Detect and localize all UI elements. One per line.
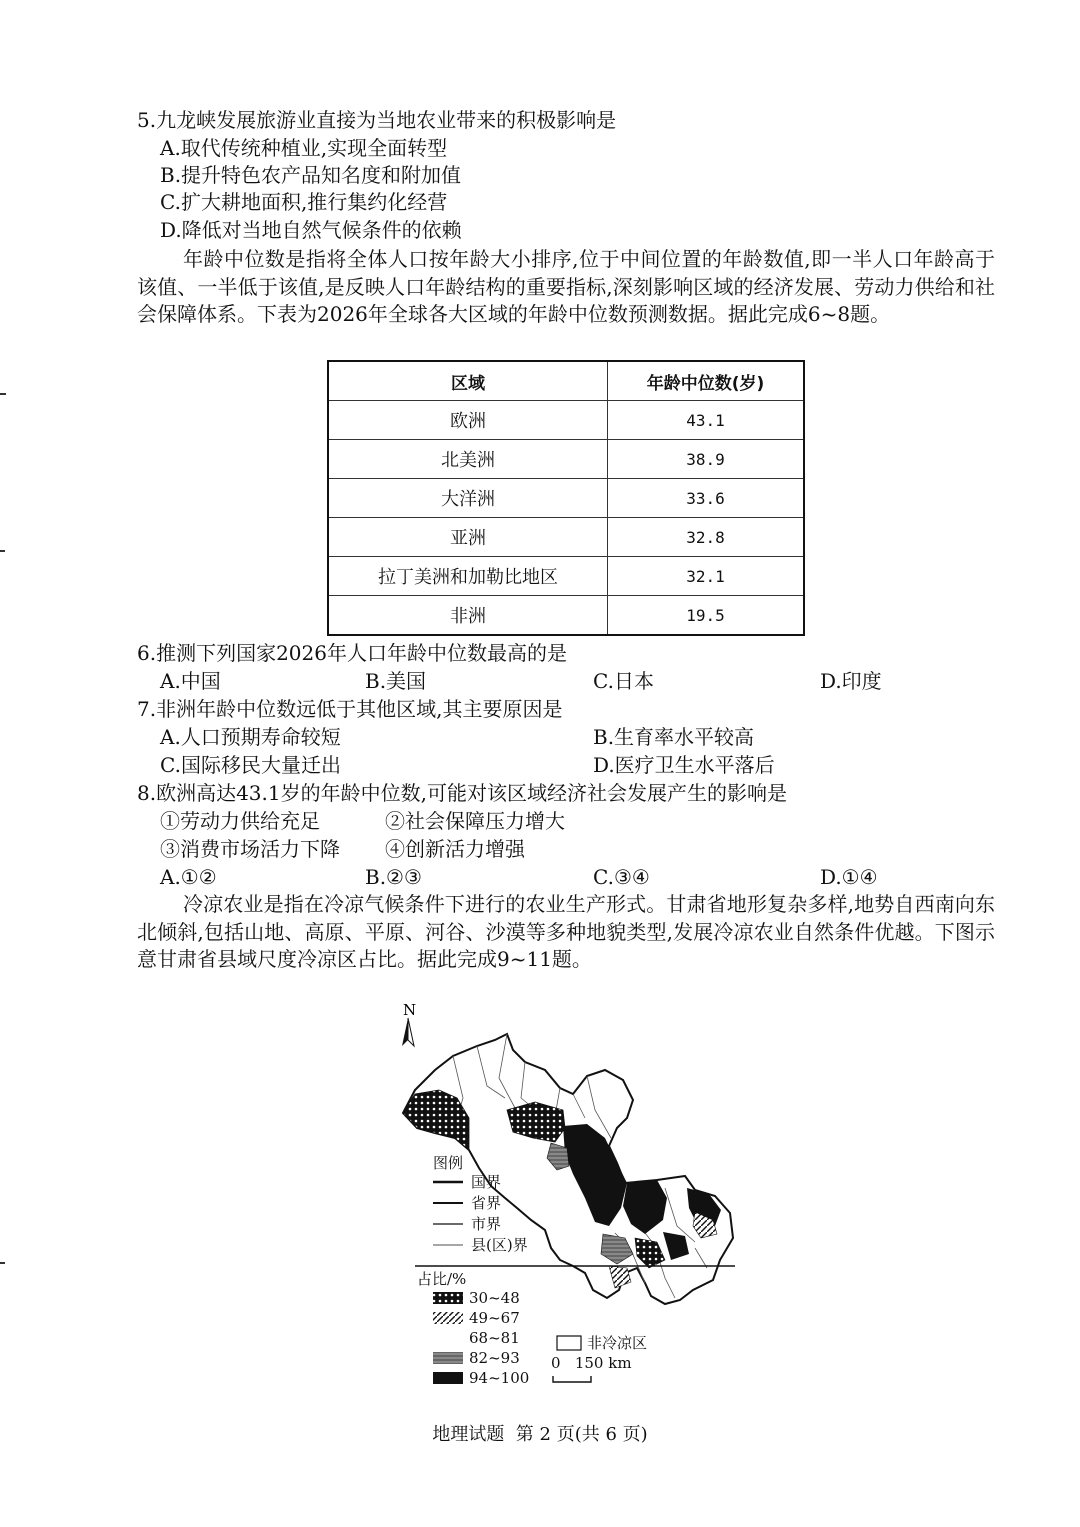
legend-county-boundary: 县(区)界 [471,1236,528,1254]
scale-bar [553,1376,591,1382]
intro-6-8: 年龄中位数是指将全体人口按年龄大小排序,位于中间位置的年龄数值,即一半人口年龄高于该值、一半低于该值,是反映人口年龄结构的重要指标,深刻影响区域的经济发展、劳动力供给和社会保障体系。下表为2026年全球各大区域的年龄中位数预测数据。据此完成6~8题。 [137,247,995,326]
legend-ratio-30-48: 30~48 [469,1289,520,1307]
q6-option-c[interactable]: C.日本 [593,669,654,693]
table-header-region: 区域 [328,361,608,401]
q8-item-2: ②社会保障压力增大 [385,809,565,833]
intro-9-11: 冷凉农业是指在冷凉气候条件下进行的农业生产形式。甘肃省地形复杂多样,地势自西南向东北倾斜,包括山地、高原、平原、河谷、沙漠等多种地貌类型,发展冷凉农业自然条件优越。下图示意甘肃省县域尺度冷凉区占比。据此完成9~11题。 [137,892,995,971]
table-cell-value: 43.1 [608,401,805,440]
legend-swatch-68-81 [433,1332,463,1344]
q6-option-d[interactable]: D.印度 [820,669,882,693]
q8-option-b[interactable]: B.②③ [365,865,422,889]
legend-city-boundary: 市界 [471,1215,502,1233]
legend-swatch-82-93 [433,1352,463,1364]
north-label: N [403,1001,417,1019]
north-arrow-icon [402,1018,414,1046]
legend-title: 图例 [433,1154,464,1172]
table-cell-value: 19.5 [608,596,805,636]
q8-item-3: ③消费市场活力下降 [160,837,340,861]
table-row [328,479,804,518]
table-cell-value: 32.8 [608,518,805,557]
page-footer: 地理试题 第 2 页(共 6 页) [432,1424,648,1445]
table-cell-value: 33.6 [608,479,805,518]
table-row [328,440,804,479]
q7-stem: 7.非洲年龄中位数远低于其他区域,其主要原因是 [137,697,563,721]
legend-ratio-title: 占比/% [417,1270,467,1288]
table-row [328,557,804,596]
legend-swatch-94-100 [433,1372,463,1384]
q8-option-a[interactable]: A.①② [160,865,217,889]
legend-ratio-82-93: 82~93 [469,1349,520,1367]
table-cell-region: 非洲 [328,596,608,636]
legend-swatch-non-cold [557,1336,581,1350]
scale-label: 0 150 km [551,1354,632,1372]
age-median-table [327,360,805,636]
q7-option-c[interactable]: C.国际移民大量迁出 [160,753,341,777]
margin-mark [0,393,6,395]
gansu-cold-area-map [395,998,775,1393]
margin-mark [0,550,5,552]
table-cell-region: 拉丁美洲和加勒比地区 [328,557,608,596]
q5-stem: 5.九龙峡发展旅游业直接为当地农业带来的积极影响是 [137,108,617,132]
q6-option-a[interactable]: A.中国 [160,669,221,693]
table-header-row [328,361,804,401]
table-cell-region: 北美洲 [328,440,608,479]
legend-ratio-94-100: 94~100 [469,1369,530,1387]
q8-option-c[interactable]: C.③④ [593,865,650,889]
q5-option-d[interactable]: D.降低对当地自然气候条件的依赖 [160,218,462,242]
legend-national-boundary: 国界 [471,1173,502,1191]
table-header-median: 年龄中位数(岁) [608,361,805,401]
q5-option-b[interactable]: B.提升特色农产品知名度和附加值 [160,163,462,187]
q5-option-c[interactable]: C.扩大耕地面积,推行集约化经营 [160,190,448,214]
table-cell-value: 38.9 [608,440,805,479]
q8-option-d[interactable]: D.①④ [820,865,878,889]
legend-province-boundary: 省界 [471,1194,502,1212]
legend-non-cold: 非冷凉区 [587,1334,648,1352]
legend-ratio-68-81: 68~81 [469,1329,520,1347]
q5-option-a[interactable]: A.取代传统种植业,实现全面转型 [160,136,448,160]
legend-swatch-49-67 [433,1312,463,1324]
table-row [328,596,804,636]
q6-stem: 6.推测下列国家2026年人口年龄中位数最高的是 [137,641,567,665]
q7-option-d[interactable]: D.医疗卫生水平落后 [593,753,775,777]
q7-option-b[interactable]: B.生育率水平较高 [593,725,755,749]
q7-option-a[interactable]: A.人口预期寿命较短 [160,725,341,749]
table-cell-region: 大洋洲 [328,479,608,518]
table-row [328,518,804,557]
legend-swatch-30-48 [433,1292,463,1304]
q8-item-4: ④创新活力增强 [385,837,525,861]
q6-option-b[interactable]: B.美国 [365,669,427,693]
q8-stem: 8.欧洲高达43.1岁的年龄中位数,可能对该区域经济社会发展产生的影响是 [137,781,787,805]
table-cell-region: 亚洲 [328,518,608,557]
table-row [328,401,804,440]
table-cell-region: 欧洲 [328,401,608,440]
q8-item-1: ①劳动力供给充足 [160,809,320,833]
margin-mark [0,1262,5,1264]
legend-ratio-49-67: 49~67 [469,1309,520,1327]
gansu-map-svg [395,998,775,1393]
table-cell-value: 32.1 [608,557,805,596]
